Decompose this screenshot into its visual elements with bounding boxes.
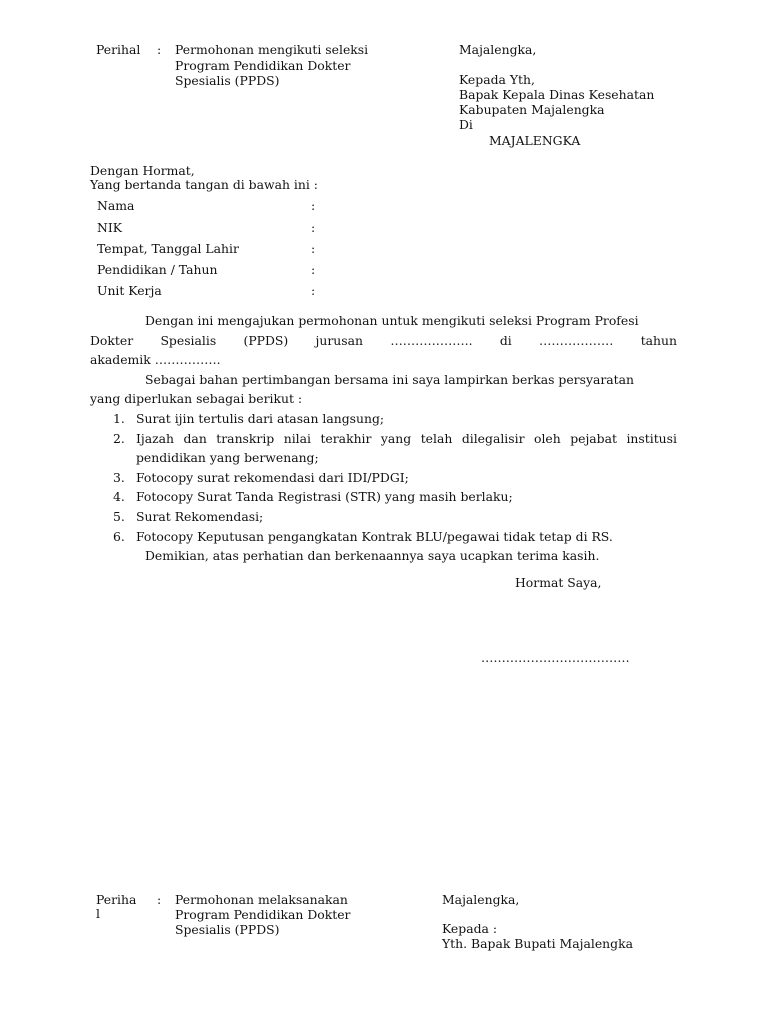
field-label-unit: Unit Kerja	[97, 283, 162, 298]
list-number: 2.	[113, 431, 125, 446]
list-item-continuation: pendidikan yang berwenang;	[136, 450, 319, 465]
recipient-line: Kabupaten Majalengka	[459, 102, 605, 117]
paragraph-line: yang diperlukan sebagai berikut :	[90, 391, 303, 406]
greeting: Dengan Hormat,	[90, 163, 195, 178]
perihal-colon: :	[157, 892, 162, 907]
list-item: Fotocopy Keputusan pengangkatan Kontrak BLU/pegawai tidak tetap di RS.	[136, 529, 613, 544]
subject-line: Program Pendidikan Dokter	[175, 58, 351, 73]
field-label-education: Pendidikan / Tahun	[97, 262, 218, 277]
field-colon: :	[311, 220, 316, 235]
list-item: Ijazah dan transkrip nilai terakhir yang telah dilegalisir oleh pejabat institusi	[136, 431, 677, 446]
addressee-label: Kepada :	[442, 921, 498, 936]
signature-line: ………………………………	[481, 650, 630, 665]
field-colon: :	[311, 241, 316, 256]
list-number: 3.	[113, 470, 125, 485]
letter-place: Majalengka,	[459, 42, 537, 57]
paragraph-line: Dokter Spesialis (PPDS) jurusan ……………….. di ……………… tahun	[90, 333, 677, 348]
list-item: Fotocopy Surat Tanda Registrasi (STR) yang masih berlaku;	[136, 489, 513, 504]
recipient-line: Di	[459, 117, 473, 132]
list-number: 6.	[113, 529, 125, 544]
perihal-label: Perihal	[96, 42, 141, 57]
recipient-line: Yth. Bapak Bupati Majalengka	[442, 936, 633, 951]
paragraph-line: akademik …………….	[90, 352, 221, 367]
subject-line: Spesialis (PPDS)	[175, 922, 280, 937]
list-item: Surat Rekomendasi;	[136, 509, 264, 524]
field-colon: :	[311, 198, 316, 213]
signoff: Hormat Saya,	[515, 575, 602, 590]
closing-text: Demikian, atas perhatian dan berkenaannya saya ucapkan terima kasih.	[145, 548, 600, 563]
list-item: Fotocopy surat rekomendasi dari IDI/PDGI;	[136, 470, 409, 485]
field-label-birth: Tempat, Tanggal Lahir	[97, 241, 239, 256]
paragraph-line: Sebagai bahan pertimbangan bersama ini saya lampirkan berkas persyaratan	[145, 372, 635, 387]
recipient-city: MAJALENGKA	[489, 133, 581, 148]
recipient-line: Bapak Kepala Dinas Kesehatan	[459, 87, 655, 102]
list-number: 4.	[113, 489, 125, 504]
paragraph-line: Dengan ini mengajukan permohonan untuk mengikuti seleksi Program Profesi	[145, 313, 639, 328]
subject-line: Permohonan mengikuti seleksi	[175, 42, 369, 57]
list-number: 1.	[113, 411, 125, 426]
intro-text: Yang bertanda tangan di bawah ini :	[90, 177, 318, 192]
subject-line: Permohonan melaksanakan	[175, 892, 348, 907]
field-label-nik: NIK	[97, 220, 122, 235]
field-colon: :	[311, 262, 316, 277]
list-item: Surat ijin tertulis dari atasan langsung;	[136, 411, 385, 426]
letter-place: Majalengka,	[442, 892, 520, 907]
perihal-colon: :	[157, 42, 162, 57]
list-number: 5.	[113, 509, 125, 524]
subject-line: Spesialis (PPDS)	[175, 73, 280, 88]
perihal-label: Periha	[96, 892, 137, 907]
subject-line: Program Pendidikan Dokter	[175, 907, 351, 922]
perihal-label-wrap: l	[96, 906, 100, 921]
addressee-label: Kepada Yth,	[459, 72, 535, 87]
field-colon: :	[311, 283, 316, 298]
field-label-nama: Nama	[97, 198, 135, 213]
